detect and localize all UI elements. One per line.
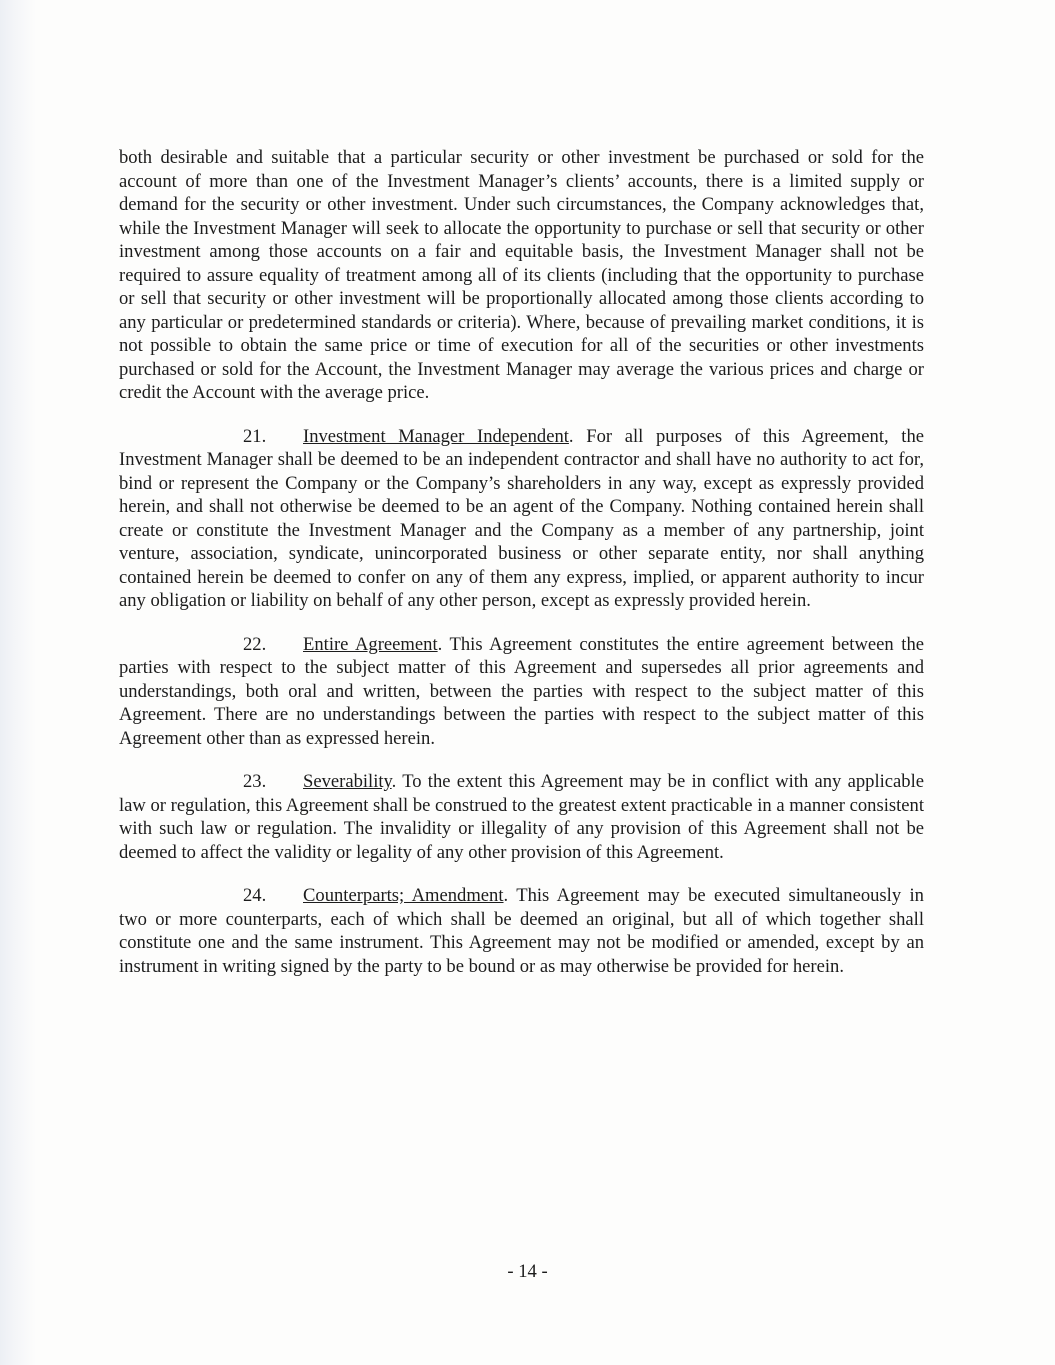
page-number: - 14 - — [507, 1261, 548, 1282]
paragraph-text: . This Agreement constitutes the entire agreement between the parties with respect to the subject matter of this Agreement and supersedes all prior agreements and understandings, both oral and written, between the parties with respect to the subject matter of this Agreement. There are no understandings between the parties with respect to the subject matter of this Agreement other than as expressed herein. — [119, 633, 924, 749]
section-number: 23. — [243, 771, 267, 792]
section-number: 22. — [243, 633, 267, 655]
paragraph-continuation — [119, 146, 924, 405]
section-21-investment-manager-independent — [119, 425, 924, 613]
paragraph-text: both desirable and suitable that a particular security or other investment be purchased or sold for the account of more than one of the Investment Manager’s clients’ accounts, there is a limited supply or demand for the security or other investment. Under such circumstances, the Company acknowledges that, while the Investment Manager will seek to allocate the opportunity to purchase or sell that security or other investment among those accounts on a fair and equitable basis, the Investment Manager shall not be required to assure equality of treatment among all of its clients (including that the opportunity to purchase or sell that security or other investment will be proportionally allocated among those clients according to any particular or predetermined standards or criteria). Where, because of prevailing market conditions, it is not possible to obtain the same price or time of execution for all of the securities or other investments purchased or sold for the Account, the Investment Manager may average the various prices and charge or credit the Account with the average price. — [119, 147, 924, 403]
section-23-severability — [119, 770, 924, 864]
section-heading: Entire Agreement — [303, 633, 438, 655]
scan-page-edge — [0, 0, 36, 1365]
document-body — [119, 146, 924, 998]
paragraph-text: . For all purposes of this Agreement, the Investment Manager shall be deemed to be an independent contractor and shall have no authority to act for, bind or represent the Company or the Company’s shareholders in any way, except as expressly provided herein, and shall not otherwise be deemed to be an agent of the Company. Nothing contained herein shall create or constitute the Investment Manager and the Company as a member of any partnership, joint venture, association, syndicate, unincorporated business or other separate entity, nor shall anything contained herein be deemed to confer on any of them any express, implied, or apparent authority to incur any obligation or liability on behalf of any other person, except as expressly provided herein. — [119, 425, 925, 611]
section-heading: Investment Manager Independent — [303, 425, 569, 447]
paragraph-text: . To the extent this Agreement may be in conflict with any applicable law or regulation, this Agreement shall be construed to the greatest extent practicable in a manner consistent with such law or regulation. The invalidity or illegality of any provision of this Agreement shall not be deemed to affect the validity or legality of any other provision of this Agreement. — [119, 771, 924, 863]
paragraph-text: . This Agreement may be executed simultaneously in two or more counterparts, each of which shall be deemed an original, but all of which together shall constitute one and the same instrument. This Agreement may not be modified or amended, except by an instrument in writing signed by the party to be bound or as may otherwise be provided for herein. — [119, 885, 924, 977]
section-number: 24. — [243, 885, 267, 906]
section-24-counterparts-amendment — [119, 884, 924, 978]
section-22-entire-agreement — [119, 633, 924, 751]
section-heading: Severability — [303, 771, 392, 792]
section-number: 21. — [243, 425, 267, 447]
section-heading: Counterparts; Amendment — [303, 885, 504, 906]
